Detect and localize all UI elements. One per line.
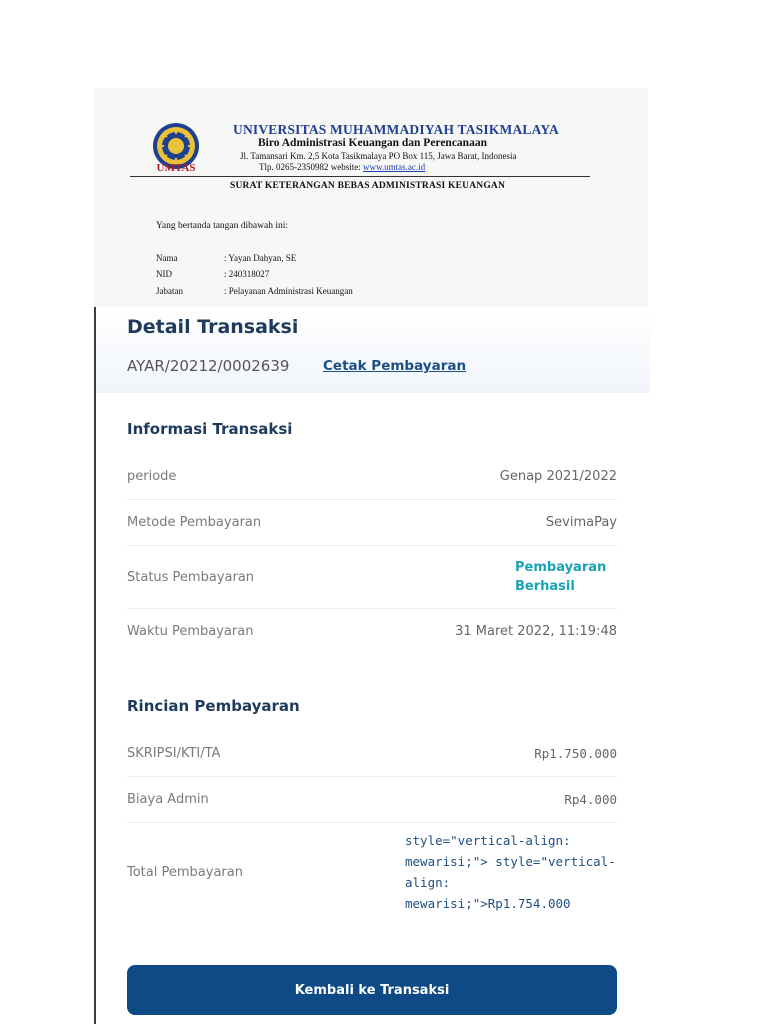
- info-row-method: [127, 500, 617, 546]
- field-value: : Yayan Dahyan, SE: [224, 253, 297, 263]
- detail-row-skripsi: [127, 731, 617, 777]
- letter-title: SURAT KETERANGAN BEBAS ADMINISTRASI KEUANGAN: [230, 181, 506, 191]
- row-label: Waktu Pembayaran: [127, 624, 254, 639]
- field-nid: [156, 269, 269, 279]
- phone-text: Tlp. 0265-2350982 website:: [259, 162, 363, 172]
- row-value: Rp4.000: [564, 792, 617, 807]
- row-label: Biaya Admin: [127, 792, 209, 807]
- field-jabatan: [156, 286, 353, 296]
- row-label: Metode Pembayaran: [127, 515, 262, 530]
- row-value: 31 Maret 2022, 11:19:48: [455, 624, 617, 639]
- field-label: NID: [156, 269, 172, 279]
- status-badge: Pembayaran Berhasil: [515, 560, 607, 594]
- website-link[interactable]: www.umtas.ac.id: [363, 162, 426, 172]
- row-label: periode: [127, 469, 177, 484]
- row-label: SKRIPSI/KTI/TA: [127, 746, 221, 761]
- field-value: : 240318027: [224, 269, 270, 279]
- field-label: Jabatan: [156, 286, 183, 296]
- address-line: Jl. Tamansari Km. 2,5 Kota Tasikmalaya PO Box 115, Jawa Barat, Indonesia: [240, 151, 517, 161]
- row-value: SevimaPay: [545, 515, 617, 530]
- detail-section-title: Rincian Pembayaran: [127, 697, 300, 715]
- card-header: [96, 307, 650, 393]
- row-label: Total Pembayaran: [127, 864, 243, 880]
- detail-row-total: [127, 823, 617, 921]
- row-value: Rp1.750.000: [534, 746, 617, 761]
- biro-name: Biro Administrasi Keuangan dan Perencanaan: [258, 137, 487, 149]
- print-payment-link[interactable]: Cetak Pembayaran: [323, 358, 467, 374]
- row-value: Genap 2021/2022: [499, 469, 617, 484]
- row-label: Status Pembayaran: [127, 569, 255, 585]
- field-label: Nama: [156, 253, 178, 263]
- letterhead-scan: [94, 88, 648, 310]
- field-value: : Pelayanan Administrasi Keuangan: [224, 286, 353, 296]
- total-value: style="vertical-align: mewarisi;"> style="vertical-align: mewarisi;">Rp1.754.000: [405, 833, 616, 911]
- info-row-periode: [127, 454, 617, 500]
- info-section-title: Informasi Transaksi: [127, 420, 293, 438]
- page-title: Detail Transaksi: [127, 316, 299, 338]
- field-nama: [156, 253, 296, 263]
- info-row-status: [127, 546, 617, 609]
- detail-row-admin: [127, 777, 617, 823]
- info-row-time: [127, 609, 617, 654]
- back-to-transactions-button[interactable]: Kembali ke Transaksi: [127, 965, 617, 1015]
- letter-intro: Yang bertanda tangan dibawah ini:: [156, 221, 289, 231]
- transaction-id: AYAR/20212/0002639: [127, 357, 290, 375]
- contact-line: [259, 162, 425, 172]
- letterhead-divider: [130, 176, 590, 177]
- logo-text: UMTAS: [156, 162, 196, 174]
- university-name: UNIVERSITAS MUHAMMADIYAH TASIKMALAYA: [233, 122, 559, 137]
- transaction-card: [94, 307, 650, 1024]
